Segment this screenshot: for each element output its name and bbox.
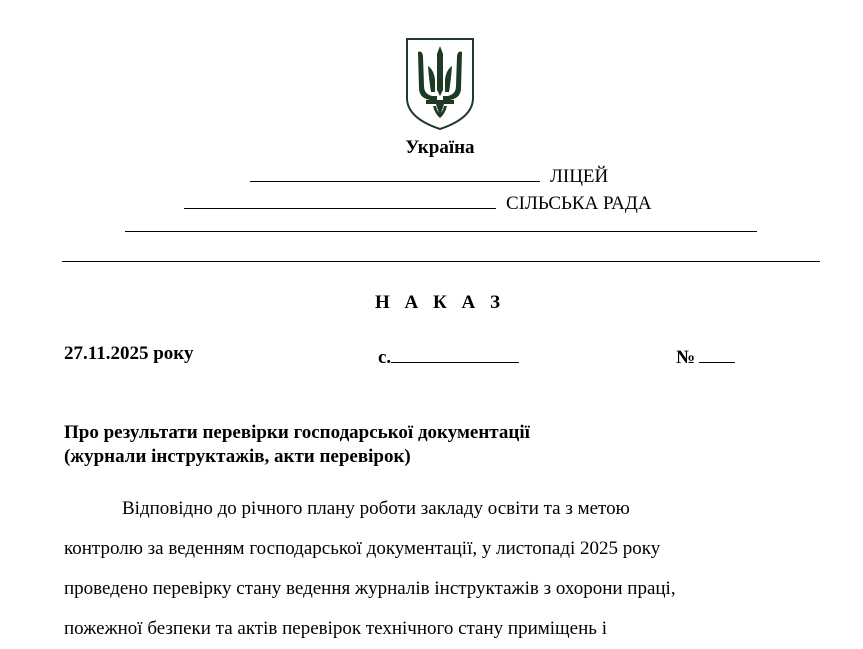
subject-line: Про результати перевірки господарської документації <box>64 422 530 443</box>
document-title: Н А К А З <box>374 292 506 313</box>
council-name-blank <box>184 190 496 209</box>
number-blank <box>699 343 735 363</box>
number-prefix: № <box>676 347 696 368</box>
subject-line: (журнали інструктажів, акти перевірок) <box>64 446 411 467</box>
institution-name-blank <box>250 163 540 182</box>
place-blank <box>391 343 519 363</box>
document-place <box>378 343 519 369</box>
council-line <box>184 190 652 215</box>
body-text-line: Відповідно до річного плану роботи закладу освіти та з метою <box>122 498 630 519</box>
document-subject <box>64 421 530 469</box>
institution-line <box>250 163 608 188</box>
coat-of-arms-icon <box>404 36 476 132</box>
council-type: СІЛЬСЬКА РАДА <box>506 193 652 214</box>
body-text-line: контролю за веденням господарської документації, у листопаді 2025 року <box>64 538 661 559</box>
place-prefix: с. <box>378 347 392 368</box>
country-name: Україна <box>405 137 475 158</box>
body-text-line: проведено перевірку стану ведення журналів інструктажів з охорони праці, <box>64 578 676 599</box>
document-date: 27.11.2025 року <box>64 343 194 364</box>
document-number <box>676 343 735 369</box>
address-blank-line <box>125 231 757 232</box>
institution-type: ЛІЦЕЙ <box>550 166 609 187</box>
header-divider <box>62 261 820 262</box>
body-text-line: пожежної безпеки та актів перевірок технічного стану приміщень і <box>64 618 607 639</box>
